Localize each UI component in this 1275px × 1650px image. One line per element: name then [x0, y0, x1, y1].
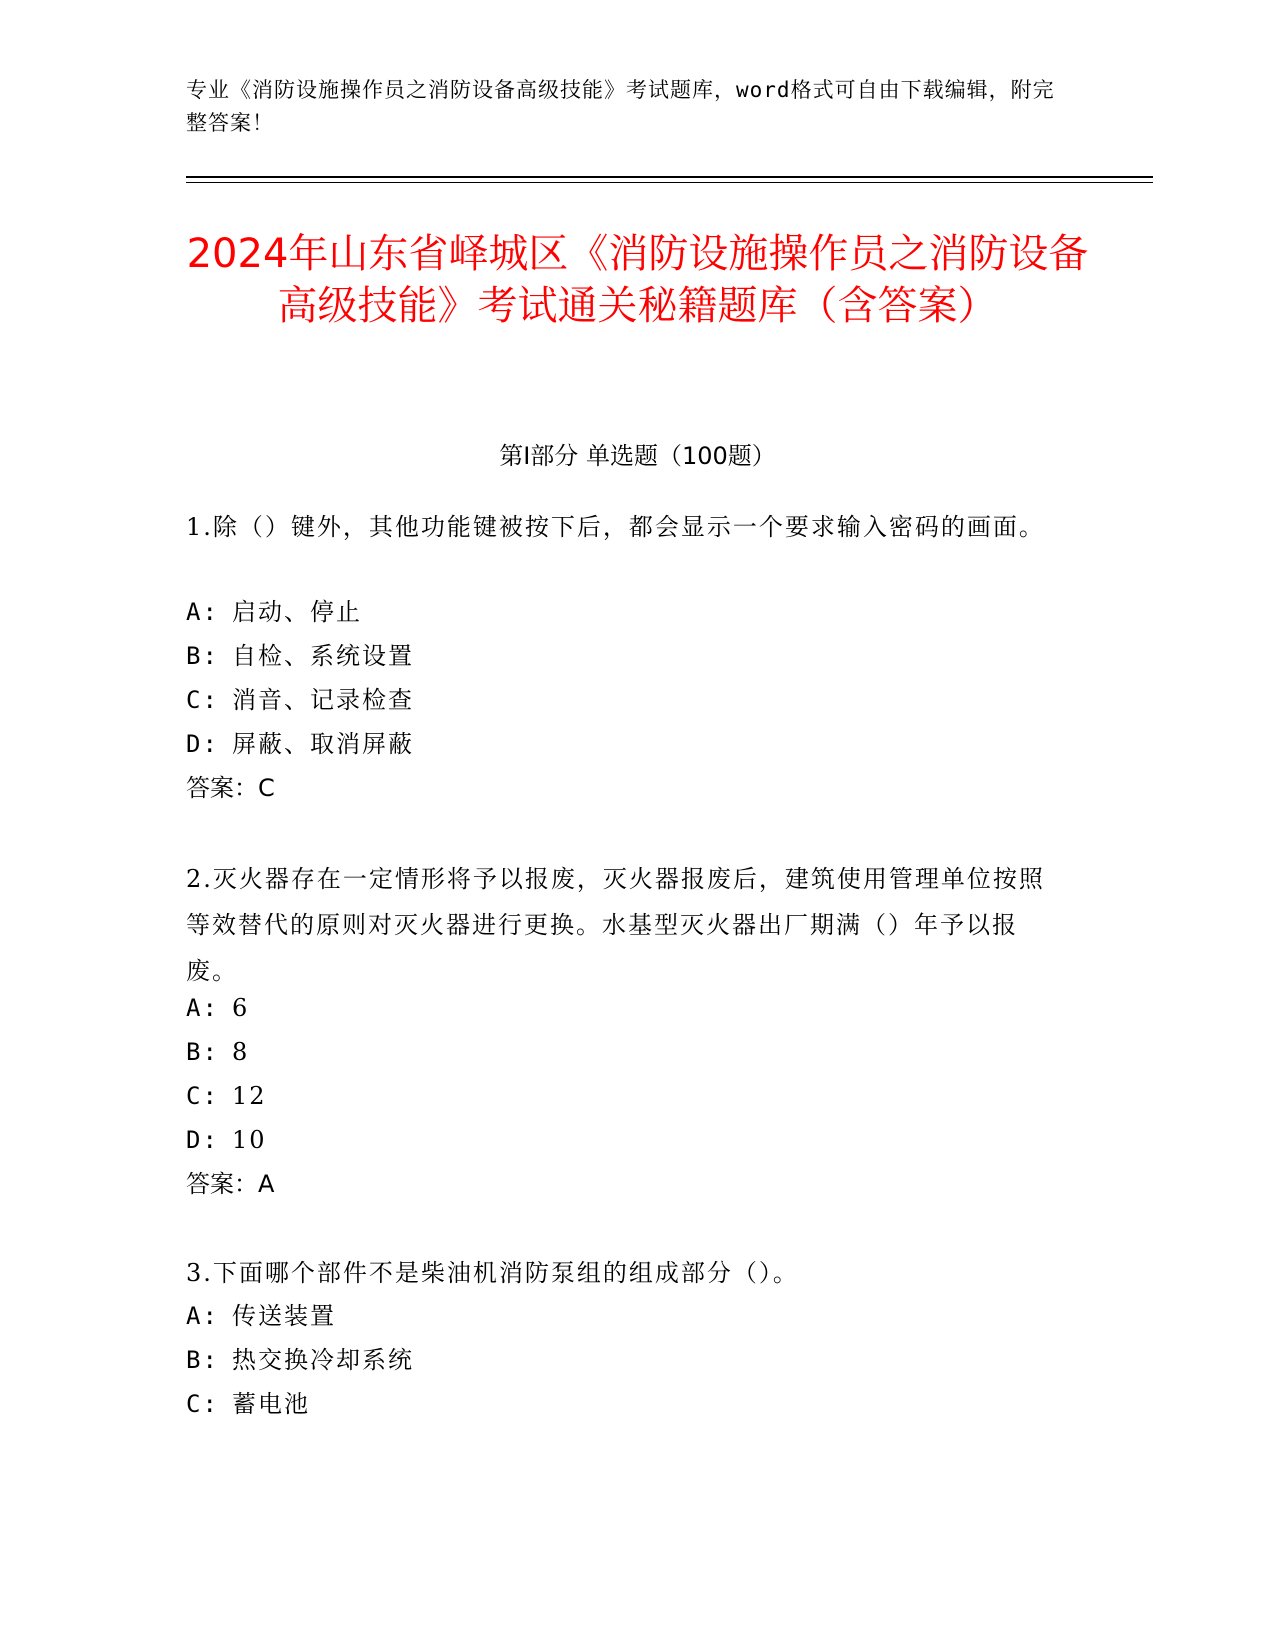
option-text: 消音、记录检查 — [232, 686, 414, 714]
option-key: A: — [186, 1302, 219, 1330]
question-2-option-d — [186, 1122, 1066, 1158]
option-text: 屏蔽、取消屏蔽 — [232, 730, 414, 758]
question-3-option-b — [186, 1342, 1066, 1378]
question-2-option-c — [186, 1078, 1066, 1114]
question-1-option-a — [186, 594, 1066, 630]
question-1-option-c — [186, 682, 1066, 718]
option-key: D: — [186, 1126, 219, 1154]
option-key: D: — [186, 730, 219, 758]
header-divider-thick — [186, 176, 1153, 178]
question-3-stem: 3.下面哪个部件不是柴油机消防泵组的组成部分（）。 — [186, 1259, 799, 1287]
question-2-option-a — [186, 990, 1066, 1026]
option-key: C: — [186, 1390, 219, 1418]
option-text: 传送装置 — [232, 1302, 336, 1330]
option-text: 启动、停止 — [232, 598, 362, 626]
option-text: 12 — [232, 1082, 267, 1110]
option-text: 8 — [232, 1038, 250, 1066]
question-3-option-a — [186, 1298, 1066, 1334]
question-1-option-d — [186, 726, 1066, 762]
header-note: 专业《消防设施操作员之消防设备高级技能》考试题库，word格式可自由下载编辑，附完整答案！ — [186, 78, 1055, 135]
option-text: 热交换冷却系统 — [232, 1346, 414, 1374]
option-text: 蓄电池 — [232, 1390, 310, 1418]
question-2-stem: 2.灭火器存在一定情形将予以报废，灭火器报废后，建筑使用管理单位按照等效替代的原则对灭火器进行更换。水基型灭火器出厂期满（）年予以报废。 — [186, 865, 1045, 985]
document-title: 2024年山东省峄城区《消防设施操作员之消防设备高级技能》考试通关秘籍题库（含答案） — [186, 231, 1089, 329]
option-key: C: — [186, 1082, 219, 1110]
question-2-option-b — [186, 1034, 1066, 1070]
section-heading: 第I部分 单选题（100题） — [499, 442, 776, 470]
option-key: A: — [186, 994, 219, 1022]
option-key: A: — [186, 598, 219, 626]
question-1-stem: 1.除（）键外，其他功能键被按下后，都会显示一个要求输入密码的画面。 — [186, 513, 1045, 541]
option-key: B: — [186, 642, 219, 670]
option-key: B: — [186, 1346, 219, 1374]
question-1-answer: 答案：C — [186, 774, 275, 802]
option-text: 自检、系统设置 — [232, 642, 414, 670]
question-1-option-b — [186, 638, 1066, 674]
question-3-option-c — [186, 1386, 1066, 1422]
option-text: 6 — [232, 994, 250, 1022]
option-key: B: — [186, 1038, 219, 1066]
header-divider-thin — [186, 182, 1153, 183]
question-2-answer: 答案：A — [186, 1170, 275, 1198]
option-key: C: — [186, 686, 219, 714]
option-text: 10 — [232, 1126, 267, 1154]
